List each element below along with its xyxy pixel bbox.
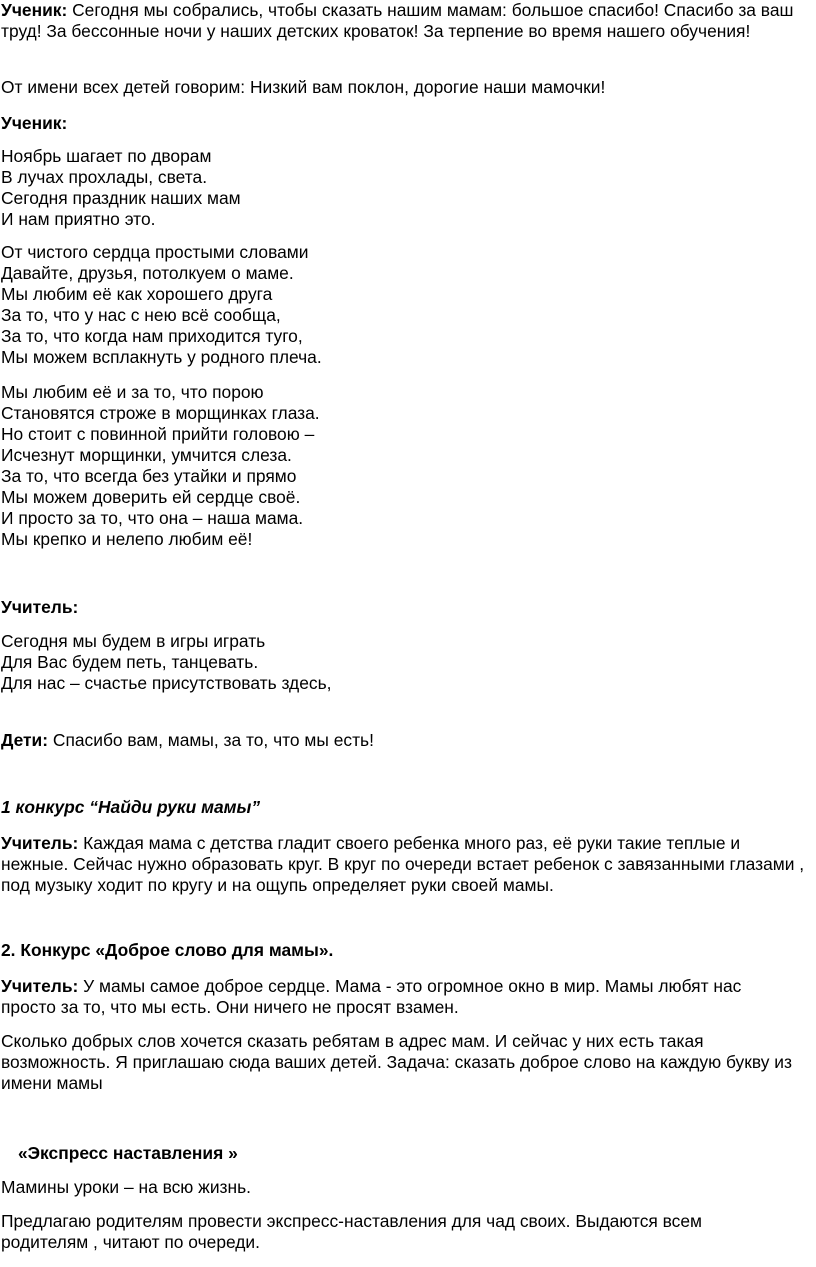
poem-line: Сегодня праздник наших мам	[1, 188, 241, 208]
poem-line: И нам приятно это.	[1, 209, 156, 229]
poem-line: Мы можем доверить ей сердце своё.	[1, 487, 301, 507]
contest-2-task: Сколько добрых слов хочется сказать ребятам в адрес мам. И сейчас у них есть такая возможность. Я приглашаю сюда ваших детей. Задача: сказать доброе слово на каждую букву из имени мамы	[1, 1031, 792, 1093]
speaker-label: Дети:	[1, 730, 49, 750]
paragraph-thanks: От имени всех детей говорим: Низкий вам поклон, дорогие наши мамочки!	[1, 77, 606, 97]
express-description: Предлагаю родителям провести экспресс-наставления для чад своих. Выдаются всем родителям , читают по очереди.	[1, 1211, 703, 1252]
poem-line: И просто за то, что она – наша мама.	[1, 508, 304, 528]
paragraph-text: Сегодня мы собрались, чтобы сказать нашим мамам: большое спасибо! Спасибо за ваш труд! За бессонные ночи у наших детских кроваток! За терпение во время нашего обучения!	[1, 0, 794, 41]
poem-line: В лучах прохлады, света.	[1, 167, 208, 187]
paragraph-text: У мамы самое доброе сердце. Мама - это огромное окно в мир. Мамы любят нас просто за то, что мы есть. Они ничего не просят взамен.	[1, 976, 742, 1017]
paragraph-children	[1, 730, 374, 751]
contest-2-description	[1, 976, 801, 1018]
poem-stanza-4	[1, 631, 331, 694]
poem-line: Мы любим её как хорошего друга	[1, 284, 273, 304]
poem-line: Для Вас будем петь, танцевать.	[1, 652, 259, 672]
poem-stanza-2	[1, 242, 322, 368]
paragraph-student-greeting	[1, 0, 813, 42]
poem-line: Для нас – счастье присутствовать здесь,	[1, 673, 332, 693]
speaker-label: Ученик:	[1, 0, 68, 20]
express-heading: «Экспресс наставления »	[18, 1143, 238, 1163]
poem-line: Сегодня мы будем в игры играть	[1, 631, 266, 651]
poem-line: Становятся строже в морщинках глаза.	[1, 403, 320, 423]
poem-line: Мы можем всплакнуть у родного плеча.	[1, 347, 322, 367]
poem-line: За то, что у нас с нею всё сообща,	[1, 305, 281, 325]
speaker-student: Ученик:	[1, 113, 68, 133]
speaker-label: Учитель:	[1, 833, 79, 853]
speaker-teacher: Учитель:	[1, 597, 79, 617]
poem-line: Давайте, друзья, потолкуем о маме.	[1, 263, 294, 283]
poem-line: Мы любим её и за то, что порою	[1, 382, 264, 402]
contest-1-description	[1, 833, 806, 896]
contest-1-heading: 1 конкурс “Найди руки мамы”	[1, 797, 261, 817]
poem-stanza-3	[1, 382, 320, 550]
speaker-label: Учитель:	[1, 976, 79, 996]
poem-line: За то, что всегда без утайки и прямо	[1, 466, 297, 486]
poem-stanza-1	[1, 146, 241, 230]
poem-line: Ноябрь шагает по дворам	[1, 146, 212, 166]
poem-line: От чистого сердца простыми словами	[1, 242, 309, 262]
paragraph-text: Спасибо вам, мамы, за то, что мы есть!	[52, 730, 374, 750]
poem-line: За то, что когда нам приходится туго,	[1, 326, 303, 346]
paragraph-text: Каждая мама с детства гладит своего ребенка много раз, её руки такие теплые и нежные. Сейчас нужно образовать круг. В круг по очереди встает ребенок с завязанными глазами , под музыку ходит по кругу и на ощупь определяет руки своей мамы.	[1, 833, 805, 895]
poem-line: Мы крепко и нелепо любим её!	[1, 529, 253, 549]
poem-line: Но стоит с повинной прийти головою –	[1, 424, 315, 444]
poem-line: Исчезнут морщинки, умчится слеза.	[1, 445, 292, 465]
contest-2-heading: 2. Конкурс «Доброе слово для мамы».	[1, 940, 334, 960]
express-subtitle: Мамины уроки – на всю жизнь.	[1, 1177, 251, 1197]
